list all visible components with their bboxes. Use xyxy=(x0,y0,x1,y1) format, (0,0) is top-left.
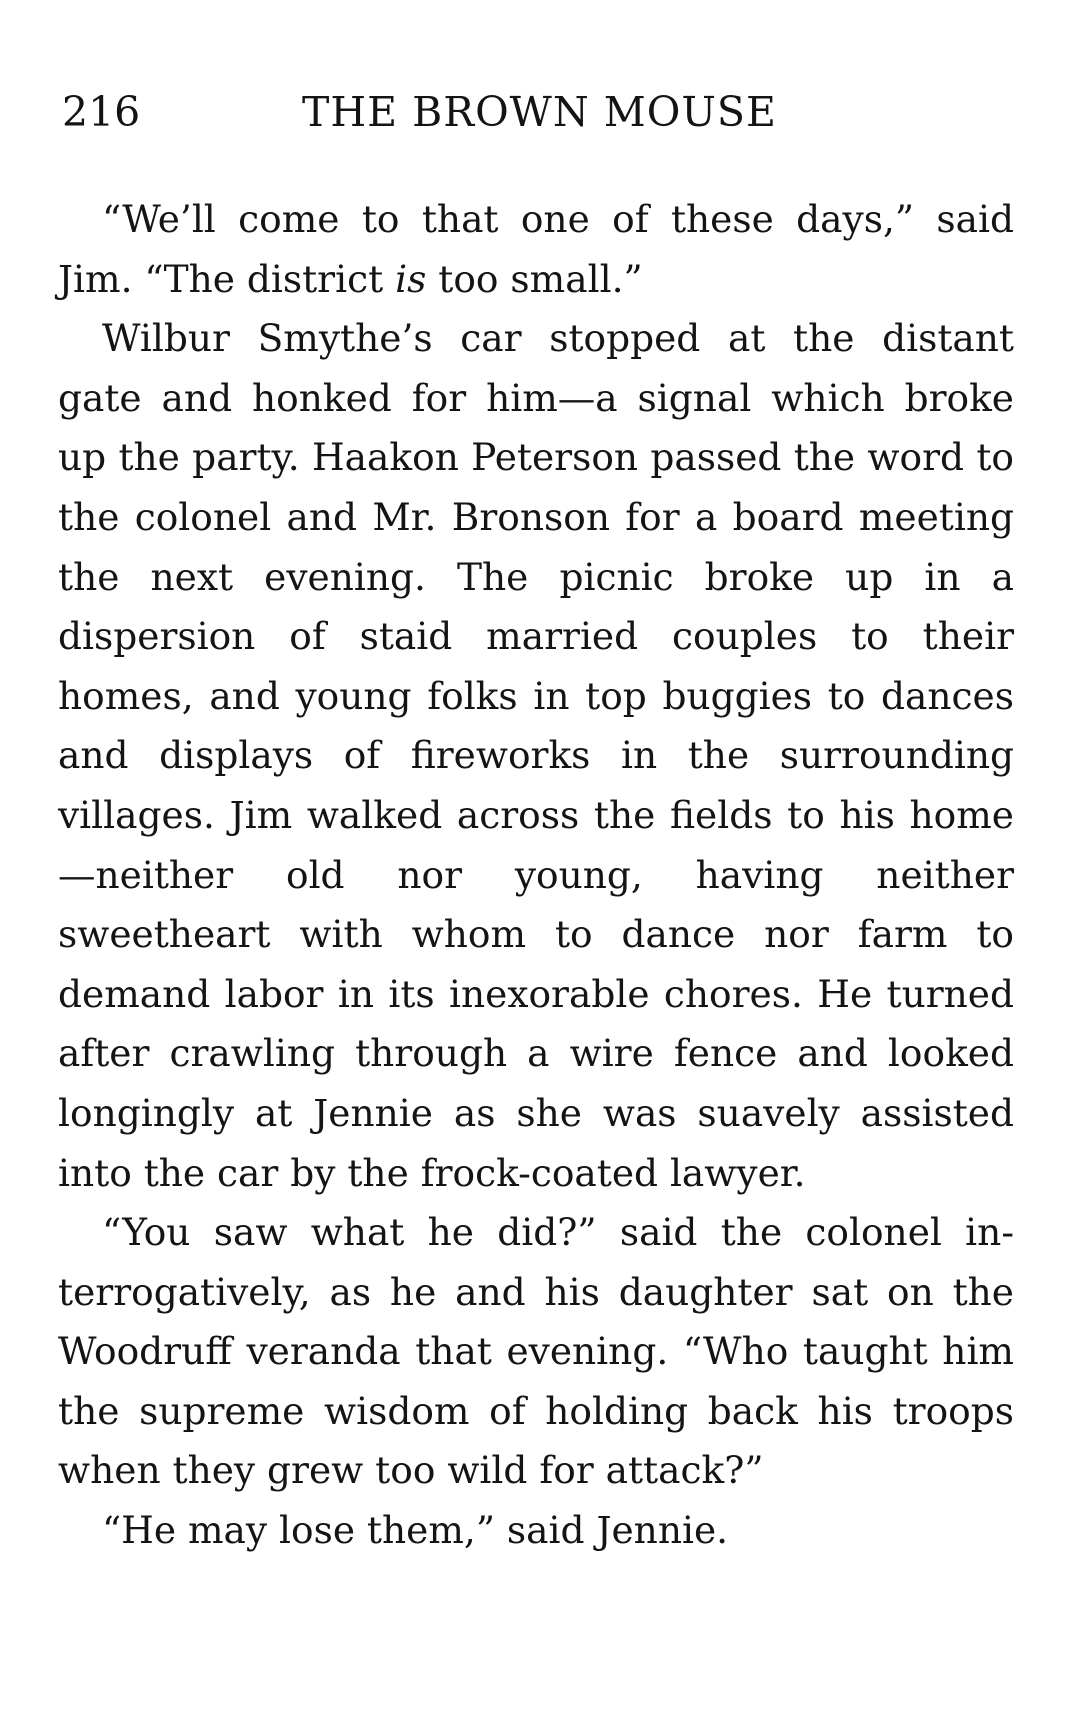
emphasized-word: is xyxy=(395,256,427,301)
book-title: THE BROWN MOUSE xyxy=(302,88,777,136)
paragraph-2: Wilbur Smythe’s car stopped at the distant gate and honked for him—a signal which broke up the party. Haakon Peterson passed the word to the colonel and Mr. Bronson for a board meeting the next evening. The picnic broke up in a dispersion of staid married couples to their homes, and young folks in top buggies to dances and displays of fireworks in the surrounding villages. Jim walked across the fields to his home—neither old nor young, having neither sweetheart with whom to dance nor farm to demand labor in its inexorable chores. He turned after crawling through a wire fence and looked longingly at Jennie as she was suavely assisted into the car by the frock-coated lawyer. xyxy=(58,316,1014,1195)
paragraph-1 xyxy=(58,190,1014,309)
paragraph-3: “You saw what he did?” said the colonel interrogatively, as he and his daughter sat on the Woodruff veranda that evening. “Who taught him the supreme wisdom of holding back his troops when they grew too wild for attack?” xyxy=(58,1210,1014,1493)
page-number: 216 xyxy=(62,88,141,136)
paragraph-1-text-end: too small.” xyxy=(426,256,643,301)
paragraph-4: “He may lose them,” said Jennie. xyxy=(102,1508,729,1553)
paragraph-1-text-start: “We’ll come to that one of these days,” said Jim. “The district xyxy=(58,197,1014,301)
running-head xyxy=(62,82,822,142)
body-text xyxy=(58,190,1014,1561)
